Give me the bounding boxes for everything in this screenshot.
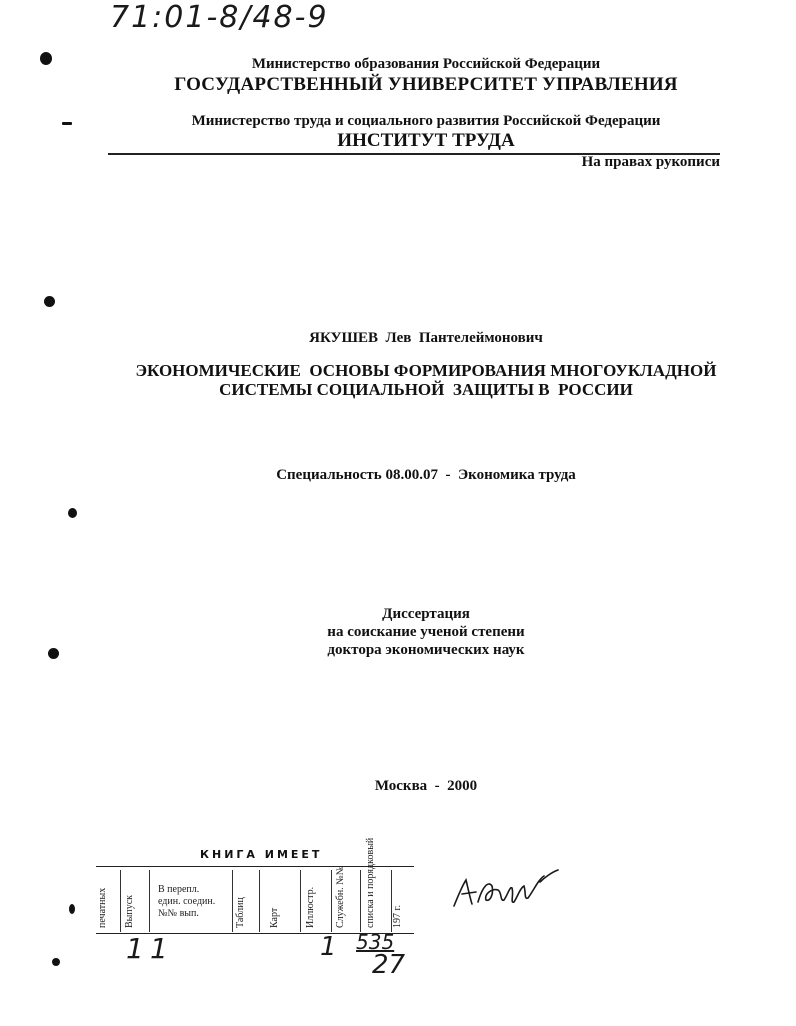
card-col-label: списка и порядковый bbox=[365, 837, 376, 928]
card-col-list bbox=[361, 837, 392, 932]
scan-mark bbox=[52, 958, 60, 966]
institute-name: ИНСТИТУТ ТРУДА bbox=[337, 130, 515, 151]
card-col-label: печатных bbox=[97, 887, 108, 928]
dissertation-title-line-2: СИСТЕМЫ СОЦИАЛЬНОЙ ЗАЩИТЫ В РОССИИ bbox=[219, 380, 633, 399]
scan-mark bbox=[68, 508, 77, 518]
card-col-label: Карт bbox=[269, 907, 280, 928]
place-year: Москва - 2000 bbox=[374, 778, 478, 794]
card-entry: 1 bbox=[320, 932, 337, 962]
signature-drawing bbox=[448, 858, 563, 918]
author-name: ЯКУШЕВ Лев Пантелеймонович bbox=[309, 330, 543, 346]
degree-line-2: на соискание ученой степени bbox=[327, 624, 525, 640]
card-col-illustrations bbox=[301, 870, 332, 932]
card-col-label: В перепл. един. соедин. №№ вып. bbox=[158, 884, 216, 919]
author-signature bbox=[448, 858, 563, 918]
ministry-education: Министерство образования Российской Федерации bbox=[251, 56, 601, 72]
degree-line-1: Диссертация bbox=[382, 606, 470, 622]
specialty: Специальность 08.00.07 - Экономика труда bbox=[276, 467, 576, 483]
scan-mark bbox=[69, 904, 75, 914]
university-name: ГОСУДАРСТВЕННЫЙ УНИВЕРСИТЕТ УПРАВЛЕНИЯ bbox=[174, 74, 678, 95]
card-col-tables bbox=[233, 870, 260, 932]
card-col-printed bbox=[96, 870, 121, 932]
card-col-issue bbox=[121, 870, 150, 932]
card-col-service bbox=[332, 865, 361, 932]
card-col-label: 197 г. bbox=[392, 905, 403, 928]
card-col-label: Служебн. №№ bbox=[335, 865, 346, 928]
card-entry: 27 bbox=[372, 950, 406, 980]
dissertation-title-line-1: ЭКОНОМИЧЕСКИЕ ОСНОВЫ ФОРМИРОВАНИЯ МНОГОУКЛАДНОЙ bbox=[135, 361, 717, 380]
rights-note: На правах рукописи bbox=[581, 154, 720, 170]
scan-mark bbox=[44, 296, 55, 307]
scan-mark bbox=[62, 122, 72, 125]
card-entry: 1 bbox=[150, 932, 168, 965]
card-col-binding bbox=[150, 870, 233, 932]
card-col-label: Иллюстр. bbox=[305, 886, 316, 928]
ministry-labor: Министерство труда и социального развития Российской Федерации bbox=[191, 113, 661, 129]
degree-line-3: доктора экономических наук bbox=[327, 642, 525, 658]
card-col-year bbox=[392, 870, 414, 932]
archive-code: 71:01-8/48-9 bbox=[110, 0, 329, 35]
card-col-maps bbox=[260, 870, 301, 932]
scan-mark bbox=[40, 52, 52, 65]
library-card-heading: КНИГА ИМЕЕТ bbox=[200, 848, 323, 861]
scan-mark bbox=[48, 648, 59, 659]
card-entry: 535 bbox=[356, 930, 395, 954]
card-col-label: Таблиц bbox=[235, 897, 246, 928]
card-entry: 1 bbox=[126, 932, 144, 965]
card-col-label: Выпуск bbox=[124, 894, 135, 928]
